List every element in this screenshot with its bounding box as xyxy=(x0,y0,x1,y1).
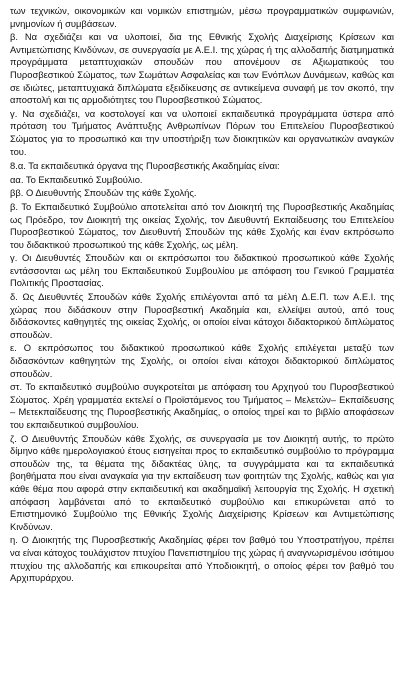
paragraph: των τεχνικών, οικονομικών και νομικών επιστημών, μέσω προγραμματικών συμφωνιών, μνημονίων ή συμβάσεων. xyxy=(10,5,394,29)
paragraph: η. Ο Διοικητής της Πυροσβεστικής Ακαδημίας φέρει τον βαθμό του Υποστρατήγου, πρέπει να είναι κάτοχος τουλάχιστον πτυχίου Πανεπιστημίου της χώρας ή αναγνωρισμένου ισότιμου πτυχίου της αλλοδαπής και επικουρείται από Υποδιοικητή, ο οποίος φέρει τον βαθμό του Αρχιπυράρχου. xyxy=(10,534,394,584)
paragraph: δ. Ως Διευθυντές Σπουδών κάθε Σχολής επιλέγονται από τα μέλη Δ.Ε.Π. των Α.Ε.Ι. της χώρας που διδάσκουν στην Πυροσβεστική Ακαδημία και, ελλείψει αυτού, από τους διδάσκοντες καθηγητές της οικείας Σχολής, οι οποίοι είναι κάτοχοι διδακτορικού διπλώματος σπουδών. xyxy=(10,291,394,340)
paragraph: β. Να σχεδιάζει και να υλοποιεί, δια της Εθνικής Σχολής Διαχείρισης Κρίσεων και Αντιμετώπισης Κινδύνων, σε συνεργασία με Α.Ε.Ι. της χώρας ή της αλλοδαπής διατμηματικά προγράμματα μεταπτυχιακών σπουδών που απονέμουν σε Αξιωματικούς του Πυροσβεστικού Σώματος, των Σωμάτων Ασφαλείας και των Ενόπλων Δυνάμεων, καθώς και σε ιδιώτες, μεταπτυχιακά διπλώματα εξειδίκευσης σε αντικείμενα συναφή με τον σκοπό, την αποστολή και τις αρμοδιότητες του Πυροσβεστικού Σώματος. xyxy=(10,31,394,106)
paragraph: ε. Ο εκπρόσωπος του διδακτικού προσωπικού κάθε Σχολής επιλέγεται μεταξύ των διδασκόντων καθηγητών της Σχολής, οι οποίοι είναι κάτοχοι διδακτορικού διπλώματος σπουδών. xyxy=(10,342,394,379)
paragraph: ζ. Ο Διευθυντής Σπουδών κάθε Σχολής, σε συνεργασία με τον Διοικητή αυτής, το πρώτο δίμηνο κάθε ημερολογιακού έτους εισηγείται προς το εκπαιδευτικό συμβούλιο το πρόγραμμα σπουδών της, τα θέματα της διδακτέας ύλης, τα συγγράμματα και τα εκπαιδευτικά βοηθήματα που είναι αναγκαία για την εκπαίδευση των φοιτητών της Σχολής, καθώς και για κάθε θέμα που αφορά στην εκπαιδευτική και ακαδημαϊκή λειτουργία της Σχολής. Η σχετική απόφαση λαμβάνεται από το εκπαιδευτικό συμβούλιο και επικυρώνεται από το Επιστημονικό Συμβούλιο της Εθνικής Σχολής Διαχείρισης Κρίσεων και Αντιμετώπισης Κινδύνων. xyxy=(10,432,394,532)
paragraph: γ. Να σχεδιάζει, να κοστολογεί και να υλοποιεί εκπαιδευτικά προγράμματα ύστερα από πρόταση του Τμήματος Ανάπτυξης Ανθρωπίνων Πόρων του Επιτελείου Πυροσβεστικού Σώματος για το προσωπικό και την υποστήριξη των διοικητικών και οργανωτικών αναγκών του. xyxy=(10,107,394,157)
paragraph: γ. Οι Διευθυντές Σπουδών και οι εκπρόσωποι του διδακτικού προσωπικού κάθε Σχολής εντάσσονται ως μέλη του Εκπαιδευτικού Συμβουλίου με απόφαση του Γενικού Γραμματέα Πολιτικής Προστασίας. xyxy=(10,252,394,289)
list-item: αα. Το Εκπαιδευτικό Συμβούλιο. xyxy=(10,173,143,185)
paragraph: β. Το Εκπαιδευτικό Συμβούλιο αποτελείται από τον Διοικητή της Πυροσβεστικής Ακαδημίας ως Πρόεδρο, τον Διοικητή της οικείας Σχολής, τον Διευθυντή Εκπαίδευσης του Επιτελείου Πυροσβεστικού Σώματος, τον Διευθυντή Σπουδών της κάθε Σχολής και έναν εκπρόσωπο του διδακτικού προσωπικού της κάθε Σχολής, ως μέλη. xyxy=(10,200,394,250)
section-heading: 8.α. Τα εκπαιδευτικά όργανα της Πυροσβεστικής Ακαδημίας είναι: xyxy=(10,160,280,172)
list-item: ββ. Ο Διευθυντής Σπουδών της κάθε Σχολής. xyxy=(10,187,197,199)
paragraph: στ. Το εκπαιδευτικό συμβούλιο συγκροτείται με απόφαση του Αρχηγού του Πυροσβεστικού Σώματος. Χρέη γραμματέα εκτελεί ο Προϊστάμενος του Τμήματος – Μελετών– Εκπαίδευσης – Μετεκπαίδευσης της Πυροσβεστικής Ακαδημίας, ο οποίος τηρεί και το βιβλίο αποφάσεων του εκπαιδευτικού συμβουλίου. xyxy=(10,381,394,430)
